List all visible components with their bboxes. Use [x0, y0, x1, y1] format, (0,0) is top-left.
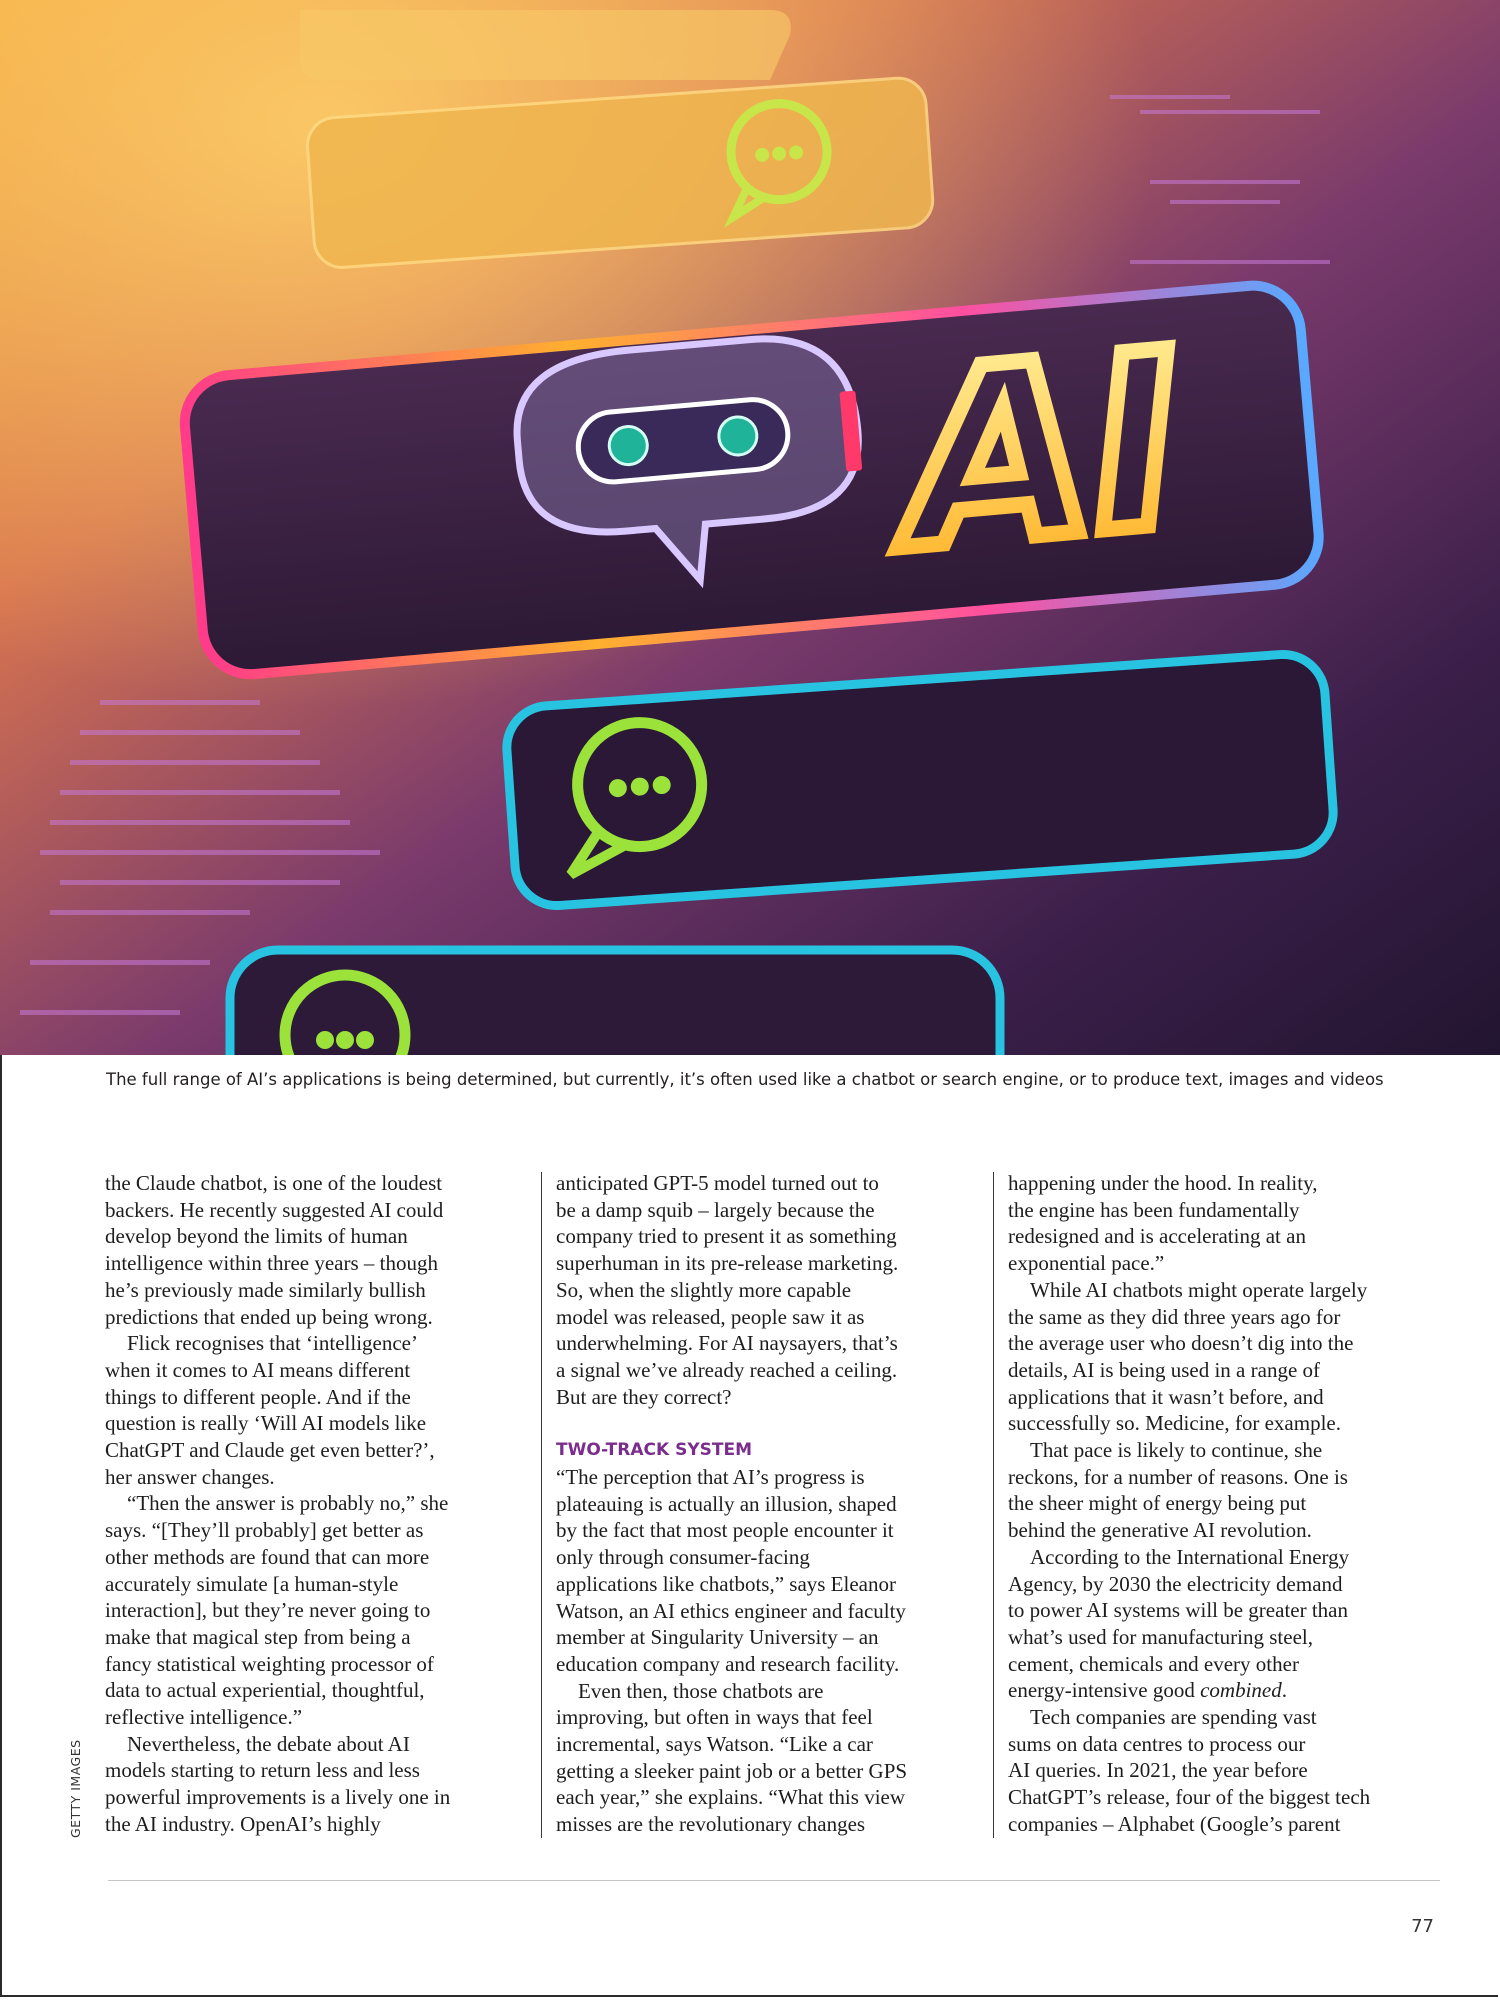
photo-credit: GETTY IMAGES	[68, 1739, 83, 1838]
section-subhead: TWO-TRACK SYSTEM	[556, 1440, 753, 1461]
article-column-1	[105, 1170, 523, 1838]
paragraph: anticipated GPT-5 model turned out to be a damp squib – largely because the company tried to present it as something superhuman in its pre-release marketing. So, when the slightly more capable model was released, people saw it as underwhelming. For AI naysayers, that’s a signal we’ve already reached a ceiling. But are they correct?	[556, 1171, 899, 1409]
image-caption: The full range of AI’s applications is being determined, but currently, it’s often used like a chatbot or search engine, or to produce text, images and videos	[106, 1070, 1384, 1089]
paragraph-text: According to the International Energy Agency, by 2030 the electricity demand to power AI systems will be greater than what’s used for manufacturing steel, cement, chemicals and every other energy-intensive good	[1008, 1544, 1350, 1703]
column-divider	[541, 1172, 542, 1838]
page-number: 77	[1411, 1916, 1434, 1937]
footer-rule	[108, 1880, 1440, 1881]
article-column-3	[1008, 1170, 1426, 1838]
paragraph: happening under the hood. In reality, the engine has been fundamentally redesigned and is accelerating at an exponential pace.”	[1008, 1171, 1318, 1276]
paragraph-text: .	[1281, 1678, 1287, 1703]
paragraph: “Then the answer is probably no,” she says. “[They’ll probably] get better as other methods are found that can more accurately simulate [a human-style interaction], but they’re never going to make that magical step from being a fancy statistical weighting processor of data to actual experiential, thoughtful, reflective intelligence.”	[105, 1491, 449, 1730]
emphasis: combined	[1200, 1678, 1282, 1703]
paragraph: “The perception that AI’s progress is plateauing is actually an illusion, shaped by the fact that most people encounter it only through consumer-facing applications like chatbots,” says Eleanor Watson, an AI ethics engineer and faculty member at Singularity University – an education company and research facility.	[556, 1465, 906, 1676]
paragraph	[1008, 1544, 1426, 1704]
paragraph: Nevertheless, the debate about AI models starting to return less and less powerful improvements is a lively one in the AI industry. OpenAI’s highly	[105, 1731, 451, 1836]
paragraph: That pace is likely to continue, she reckons, for a number of reasons. One is the sheer might of energy being put behind the generative AI revolution.	[1008, 1438, 1348, 1543]
paragraph: While AI chatbots might operate largely the same as they did three years ago for the average user who doesn’t dig into the details, AI is being used in a range of applications that it wasn’t before, and successfully so. Medicine, for example.	[1008, 1277, 1368, 1436]
paragraph: Flick recognises that ‘intelligence’ when it comes to AI means different things to different people. And if the question is really ‘Will AI models like ChatGPT and Claude get even better?’, her answer changes.	[105, 1331, 435, 1489]
paragraph: the Claude chatbot, is one of the loudest backers. He recently suggested AI could develop beyond the limits of human intelligence within three years – though he’s previously made similarly bullish predictions that ended up being wrong.	[105, 1171, 444, 1329]
paragraph: Tech companies are spending vast sums on data centres to process our AI queries. In 2021, the year before ChatGPT’s release, four of the biggest tech companies – Alphabet (Google’s parent	[1008, 1705, 1371, 1836]
article-column-2	[556, 1170, 974, 1838]
ai-lettering: AI	[893, 299, 1193, 603]
paragraph: Even then, those chatbots are improving, but often in ways that feel incremental, says Watson. “Like a car getting a sleeker paint job or a better GPS each year,” she explains. “What this view misses are the revolutionary changes	[556, 1678, 908, 1837]
column-divider	[993, 1172, 994, 1838]
